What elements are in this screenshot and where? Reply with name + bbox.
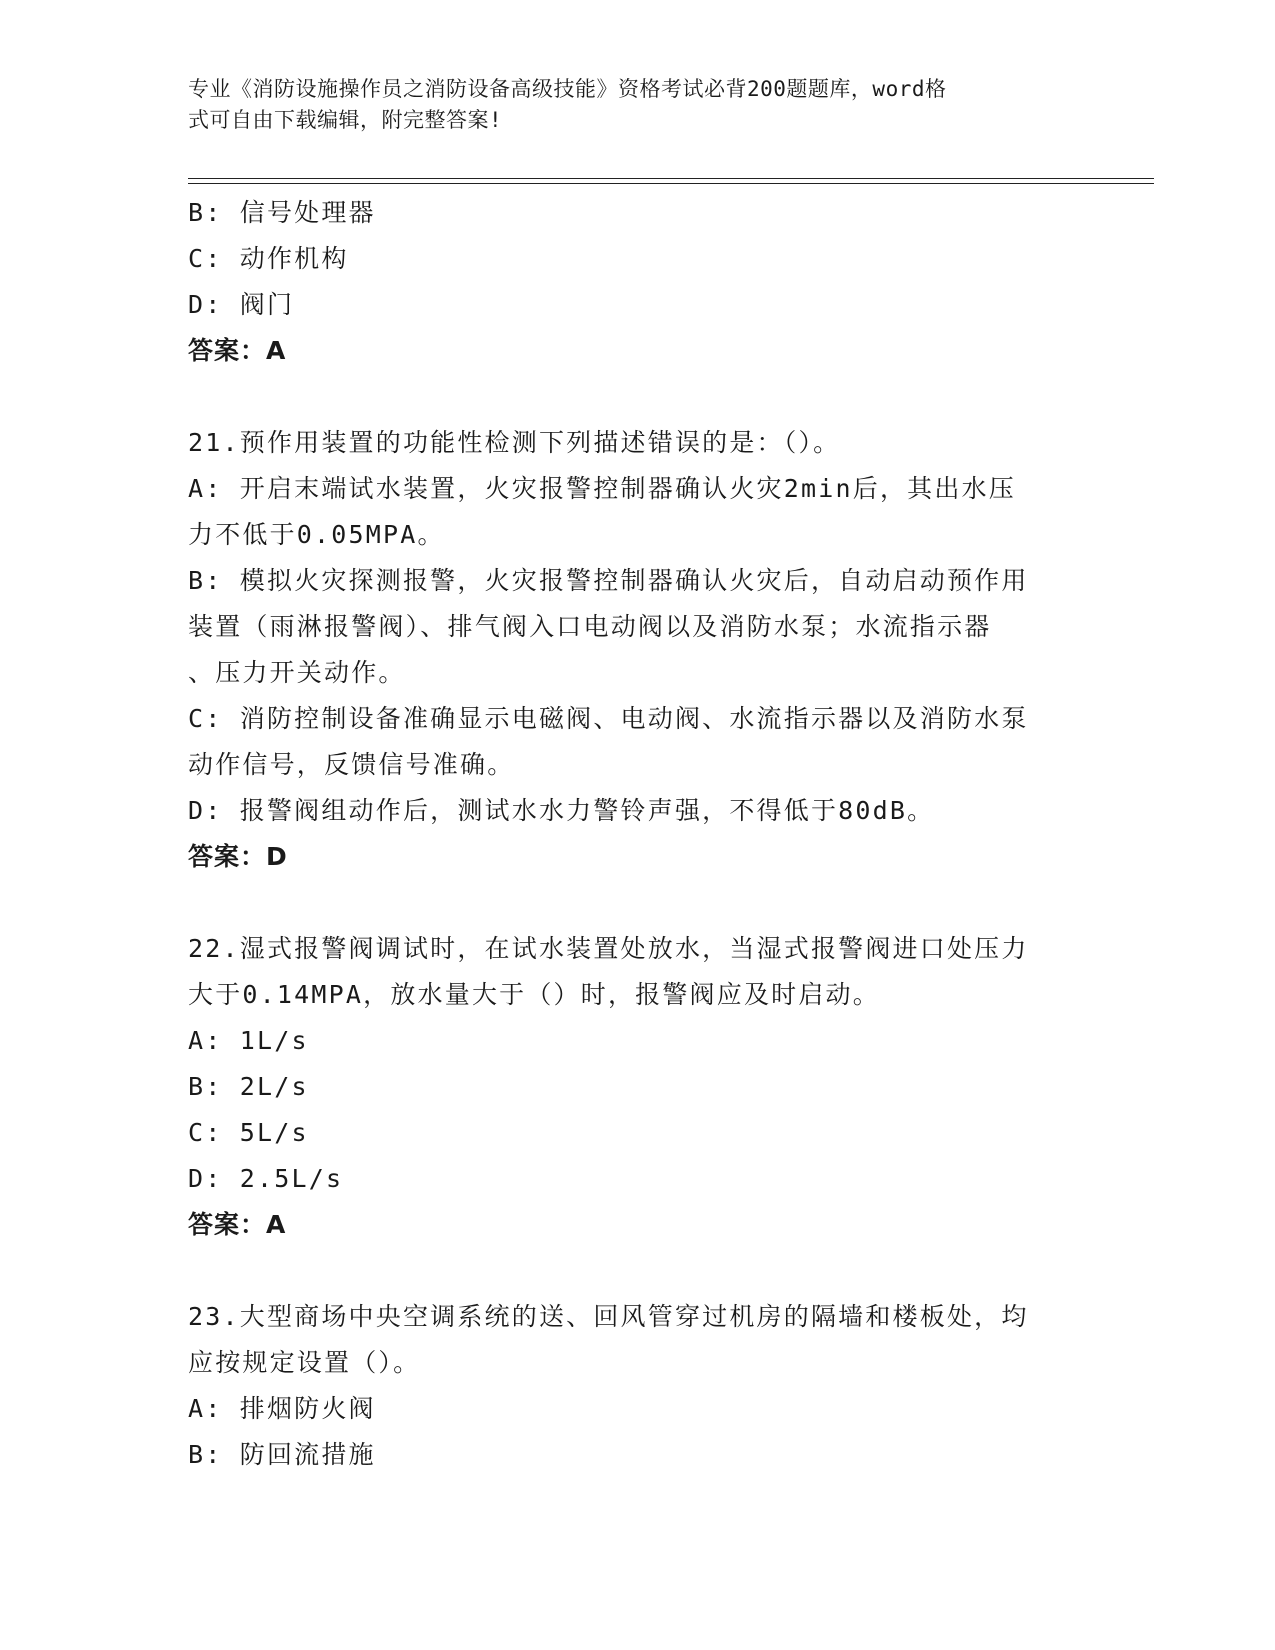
question-stem-line-2: 应按规定设置（）。 [188, 1348, 421, 1377]
option-b: B: 防回流措施 [188, 1440, 376, 1469]
prev-question-block [188, 190, 1078, 374]
document-body [188, 190, 1078, 1478]
option-d: D: 报警阀组动作后，测试水水力警铃声强，不得低于80dB。 [188, 796, 935, 825]
question-stem-line-2: 大于0.14MPA，放水量大于（）时，报警阀应及时启动。 [188, 980, 880, 1009]
spacer [188, 374, 1078, 420]
answer-line: 答案：A [188, 1210, 287, 1239]
option-a-line-1: A: 开启末端试水装置，火灾报警控制器确认火灾2min后，其出水压 [188, 474, 1016, 503]
header-divider-bottom [188, 183, 1154, 184]
question-23 [188, 1294, 1078, 1478]
option-a: A: 1L/s [188, 1026, 309, 1055]
option-c: C: 5L/s [188, 1118, 309, 1147]
header-line-2: 式可自由下载编辑，附完整答案! [188, 108, 503, 132]
option-b-line-3: 、压力开关动作。 [188, 658, 406, 687]
answer-line: 答案：A [188, 336, 287, 365]
document-header [188, 74, 1078, 136]
question-stem: 21.预作用装置的功能性检测下列描述错误的是：（）。 [188, 428, 841, 457]
option-a: A: 排烟防火阀 [188, 1394, 376, 1423]
question-stem-line-1: 23.大型商场中央空调系统的送、回风管穿过机房的隔墙和楼板处，均 [188, 1302, 1029, 1331]
header-line-1: 专业《消防设施操作员之消防设备高级技能》资格考试必背200题题库，word格 [188, 77, 947, 101]
option-b-line-2: 装置（雨淋报警阀）、排气阀入口电动阀以及消防水泵；水流指示器 [188, 612, 992, 641]
option-a-line-2: 力不低于0.05MPA。 [188, 520, 445, 549]
question-21 [188, 420, 1078, 880]
header-divider-top [188, 178, 1154, 179]
question-stem-line-1: 22.湿式报警阀调试时，在试水装置处放水，当湿式报警阀进口处压力 [188, 934, 1029, 963]
option-d: D: 阀门 [188, 290, 295, 319]
option-c: C: 动作机构 [188, 244, 349, 273]
answer-line: 答案：D [188, 842, 288, 871]
option-d: D: 2.5L/s [188, 1164, 344, 1193]
spacer [188, 880, 1078, 926]
option-b-line-1: B: 模拟火灾探测报警，火灾报警控制器确认火灾后，自动启动预作用 [188, 566, 1029, 595]
option-c-line-2: 动作信号，反馈信号准确。 [188, 750, 515, 779]
option-b: B: 2L/s [188, 1072, 309, 1101]
option-b: B: 信号处理器 [188, 198, 376, 227]
spacer [188, 1248, 1078, 1294]
option-c-line-1: C: 消防控制设备准确显示电磁阀、电动阀、水流指示器以及消防水泵 [188, 704, 1029, 733]
question-22 [188, 926, 1078, 1248]
